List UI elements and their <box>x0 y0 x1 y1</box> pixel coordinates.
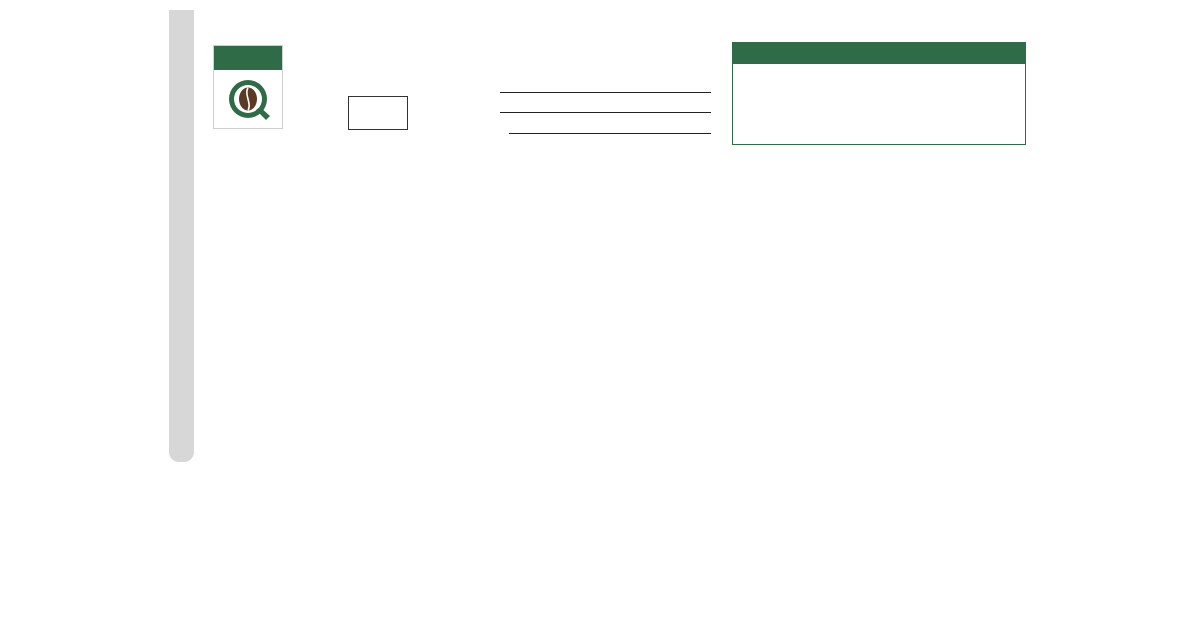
table-number-field[interactable] <box>348 96 408 130</box>
quality-scale-title <box>733 43 1025 64</box>
sidebar-tab <box>169 10 194 462</box>
name-field[interactable] <box>500 92 711 93</box>
q-robusta-logo <box>213 45 283 129</box>
logo-label <box>214 46 282 70</box>
coffee-bean-icon <box>226 77 272 123</box>
date-field[interactable] <box>500 112 711 113</box>
session-field[interactable] <box>509 133 711 134</box>
quality-scale-panel <box>732 42 1026 145</box>
